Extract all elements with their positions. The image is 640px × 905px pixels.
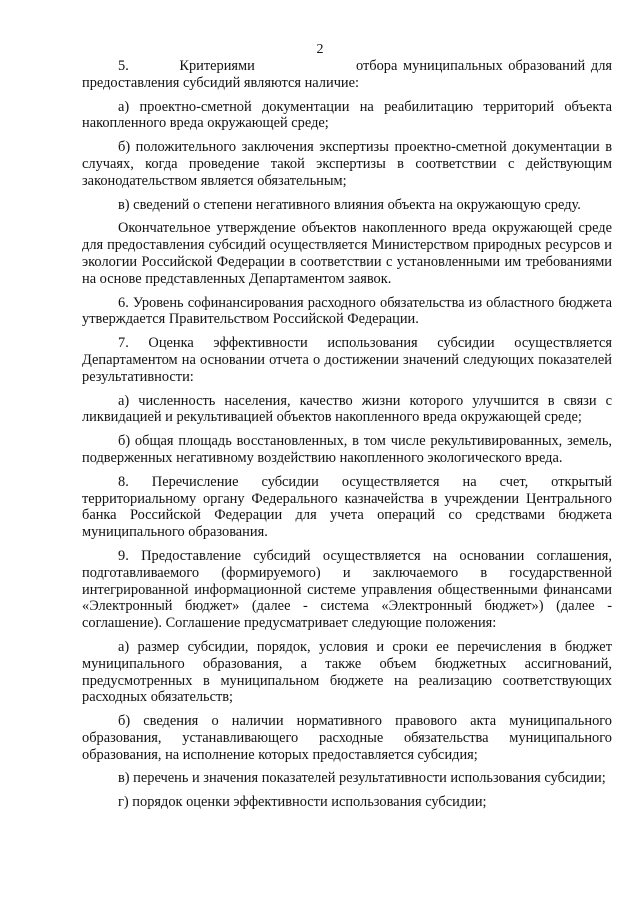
paragraph-5b: б) положительного заключения экспертизы проектно-сметной документации в случаях, когда проведение такой экспертизы в соответствии с действующим законодательством является обязательным; xyxy=(82,139,612,189)
paragraph-6: 6. Уровень софинансирования расходного обязательства из областного бюджета утверждается Правительством Российской Федерации. xyxy=(82,294,612,328)
paragraph-7: 7. Оценка эффективности использования субсидии осуществляется Департаментом на основании отчета о достижении значений следующих показателей результативности: xyxy=(82,335,612,385)
paragraph-5c: в) сведений о степени негативного влияния объекта на окружающую среду. xyxy=(118,196,581,213)
paragraph-5a: а) проектно-сметной документации на реабилитацию территорий объекта накопленного вреда окружающей среде; xyxy=(82,98,612,132)
paragraph-final-approval: Окончательное утверждение объектов накопленного вреда окружающей среде для предоставления субсидий осуществляется Министерством природных ресурсов и экологии Российской Федерации в соответствии с установленными им требованиями на основе представленных Департаментом заявок. xyxy=(82,220,612,287)
paragraph-9: 9. Предоставление субсидий осуществляется на основании соглашения, подготавливаемого (формируемого) и заключаемого в государственной интегрированной информационной системе управления общественными финансами «Электронный бюджет» (далее - система «Электронный бюджет») (далее - соглашение). Соглашение предусматривает следующие положения: xyxy=(82,547,612,632)
paragraph-9c: в) перечень и значения показателей результативности использования субсидии; xyxy=(118,770,606,787)
paragraph-9a: а) размер субсидии, порядок, условия и сроки ее перечисления в бюджет муниципального образования, а также объем бюджетных ассигнований, предусмотренных в муниципальном бюджете на реализацию соответствующих расходных обязательств; xyxy=(82,638,612,706)
paragraph-8: 8. Перечисление субсидии осуществляется на счет, открытый территориальному органу Федерального казначейства в учреждении Центрального банка Российской Федерации для учета операций со средствами бюджета муниципального образования. xyxy=(82,473,612,541)
paragraph-9b: б) сведения о наличии нормативного правового акта муниципального образования, устанавливающего расходные обязательства муниципального образования, на исполнение которых предоставляется субсидия; xyxy=(82,713,612,763)
paragraph-7a: а) численность населения, качество жизни которого улучшится в связи с ликвидацией и рекультивацией объектов накопленного вреда окружающей среде; xyxy=(82,392,612,426)
document-body xyxy=(82,58,612,818)
page-number: 2 xyxy=(316,42,324,57)
paragraph-7b: б) общая площадь восстановленных, в том числе рекультивированных, земель, подверженных негативному воздействию накопленного экологического вреда. xyxy=(82,433,612,466)
paragraph-9d: г) порядок оценки эффективности использования субсидии; xyxy=(118,794,487,811)
paragraph-5-criteria: 5. Критериями отбора муниципальных образований для предоставления субсидий являются наличие: xyxy=(82,58,612,91)
